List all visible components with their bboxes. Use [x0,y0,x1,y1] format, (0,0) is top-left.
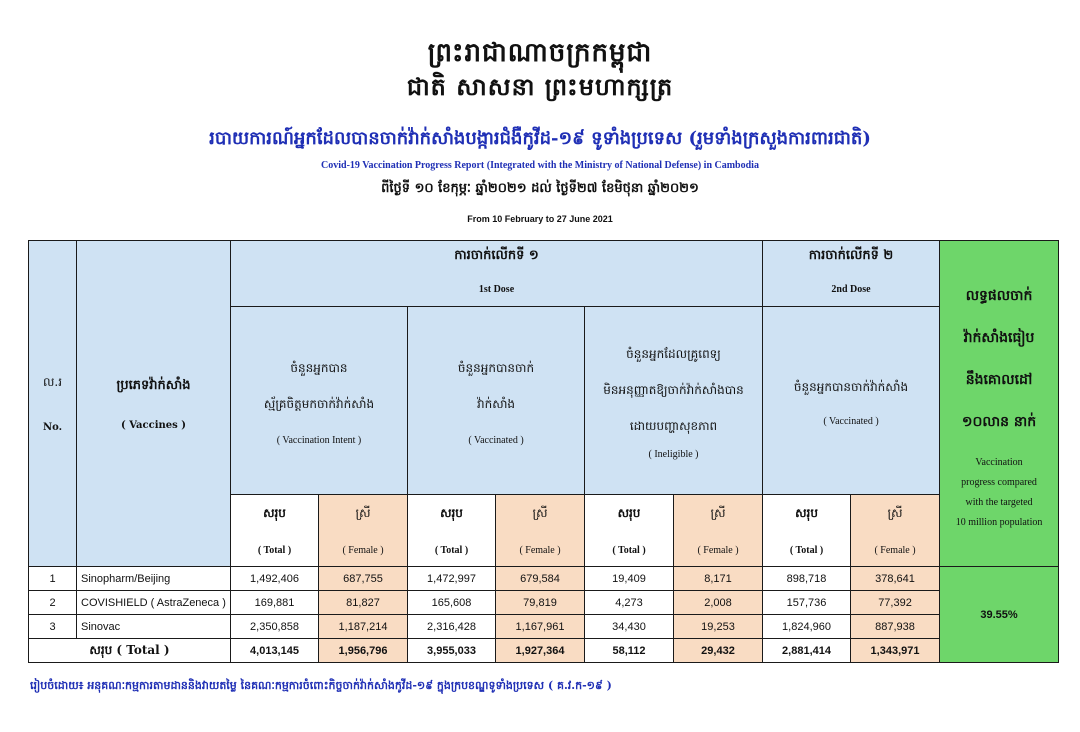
report-title-km: របាយការណ៍អ្នកដែលបានចាក់វ៉ាក់សាំងបង្ការជំងឺកូវីដ-១៩ ទូទាំងប្រទេស (រួមទាំងក្រសួងការពារជាតិ) [209,128,871,149]
table-row: 3 Sinovac 2,350,858 1,187,214 2,316,428 1,167,961 34,430 19,253 1,824,960 887,938 [29,615,1059,639]
intent-header: ចំនួនអ្នកបាន ស្ម័គ្រចិត្តមកចាក់វ៉ាក់សាំង ( Vaccination Intent ) [231,307,408,495]
prepared-by-note: រៀបចំដោយ៖ អនុគណៈកម្មការតាមដាននិងវាយតម្លៃ នៃគណៈកម្មការចំពោះកិច្ចចាក់វ៉ាក់សាំងកូវីដ-១៩ ក្នុងក្របខណ្ឌទូទាំងប្រទេស ( គ.វ.ក-១៩ ) [30,679,612,692]
col-female: ស្រី ( Female ) [851,495,940,567]
dose1-header: ការចាក់លើកទី ១ 1st Dose [231,241,763,307]
date-range-km: ពីថ្ងៃទី ១០ ខែកុម្ភៈ ឆ្នាំ២០២១ ដល់ ថ្ងៃទី២៧ ខែមិថុនា ឆ្នាំ២០២១ [381,181,699,196]
col-total: សរុប ( Total ) [408,495,496,567]
col-female: ស្រី ( Female ) [496,495,585,567]
date-range-en: From 10 February to 27 June 2021 [467,214,613,224]
progress-value: 39.55% [940,567,1059,663]
ineligible-header: ចំនួនអ្នកដែលគ្រូពេទ្យ មិនអនុញ្ញាតឱ្យចាក់វ៉ាក់សាំងបាន ដោយបញ្ហាសុខភាព ( Ineligible ) [585,307,763,495]
table-row: 2 COVISHIELD ( AstraZeneca ) 169,881 81,827 165,608 79,819 4,273 2,008 157,736 77,392 [29,591,1059,615]
col-total: សរុប ( Total ) [763,495,851,567]
col-female: ស្រី ( Female ) [319,495,408,567]
progress-header: លទ្ធផលចាក់ វ៉ាក់សាំងធៀប នឹងគោលដៅ ១០លាន នាក់ Vaccination progress compared with the targeted 10 million population [940,241,1059,567]
vaccination-table [28,240,1059,663]
col-total: សរុប ( Total ) [231,495,319,567]
col-total: សរុប ( Total ) [585,495,674,567]
total-row: សរុប ( Total ) 4,013,145 1,956,796 3,955,033 1,927,364 58,112 29,432 2,881,414 1,343,971 [29,639,1059,663]
vaccinated-header: ចំនួនអ្នកបានចាក់ វ៉ាក់សាំង ( Vaccinated ) [408,307,585,495]
dose2-header: ការចាក់លើកទី ២ 2nd Dose [763,241,940,307]
kingdom-title: ព្រះរាជាណាចក្រកម្ពុជា [427,38,653,68]
dose2-vaccinated-header: ចំនួនអ្នកបានចាក់វ៉ាក់សាំង ( Vaccinated ) [763,307,940,495]
report-title-en: Covid-19 Vaccination Progress Report (Integrated with the Ministry of National Defense) in Cambodia [321,160,759,171]
col-female: ស្រី ( Female ) [674,495,763,567]
table-row: 1 Sinopharm/Beijing 1,492,406 687,755 1,472,997 679,584 19,409 8,171 898,718 378,641 39.55% [29,567,1059,591]
no-header: ល.រ No. [29,241,77,567]
vaccine-header: ប្រភេទវ៉ាក់សាំង ( Vaccines ) [77,241,231,567]
motto: ជាតិ សាសនា ព្រះមហាក្សត្រ [406,72,674,101]
